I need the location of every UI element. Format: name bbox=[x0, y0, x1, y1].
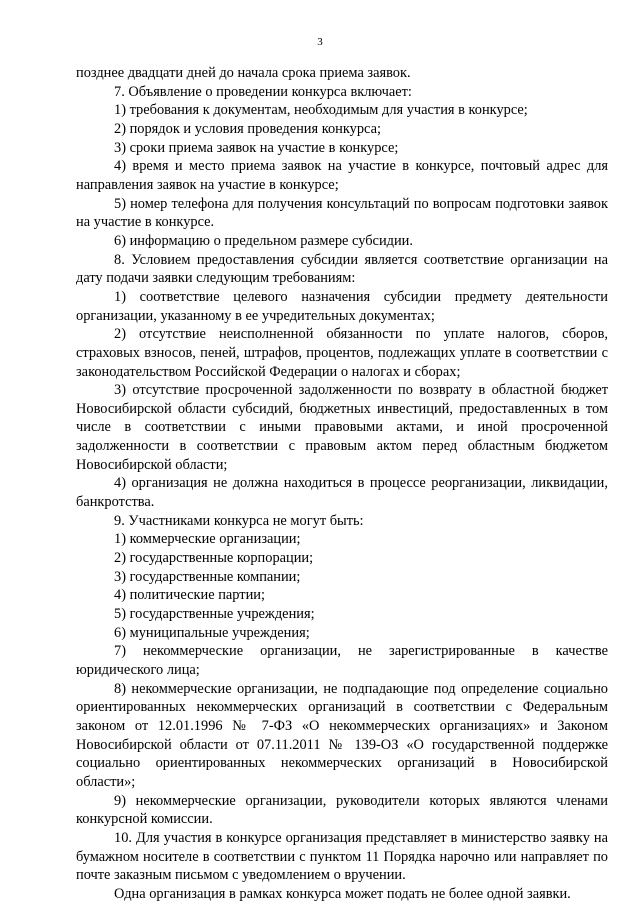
paragraph-item-7-2: 2) порядок и условия проведения конкурса; bbox=[114, 120, 381, 137]
page-number: 3 bbox=[317, 36, 323, 48]
paragraph-item-10: 10. Для участия в конкурсе организация представляет в министерство заявку на бумажном носителе в соответствии с пунктом 11 Порядка нарочно или направляет по почте заказным письмом с уведомлением о вручении. bbox=[76, 829, 608, 884]
paragraph-item-9-9: 9) некоммерческие организации, руководители которых являются членами конкурсной комиссии. bbox=[76, 792, 608, 828]
paragraph-item-9-4: 4) политические партии; bbox=[114, 587, 265, 604]
paragraph-item-9-5: 5) государственные учреждения; bbox=[114, 606, 315, 623]
paragraph-item-7: 7. Объявление о проведении конкурса включает: bbox=[114, 83, 412, 100]
paragraph-item-8-3: 3) отсутствие просроченной задолженности по возврату в областной бюджет Новосибирской области субсидий, бюджетных инвестиций, предоставленных в том числе в соответствии с иными правовыми актами, и иной просроченной задолженности в соответствии с правовым актом перед областным бюджетом Новосибирской области; bbox=[76, 382, 608, 473]
paragraph-item-9-2: 2) государственные корпорации; bbox=[114, 550, 314, 567]
paragraph-item-9-1: 1) коммерческие организации; bbox=[114, 531, 301, 548]
paragraph-item-9-3: 3) государственные компании; bbox=[114, 568, 301, 585]
paragraph-item-9-8: 8) некоммерческие организации, не подпадающие под определение социально ориентированных некоммерческих организаций в соответствии с Федеральным законом от 12.01.1996 № 7-ФЗ «О некоммерческих организациях» и Законом Новосибирской области от 07.11.2011 № 139-ОЗ «О государственной поддержке социально ориентированных некоммерческих организаций в Новосибирской области»; bbox=[76, 680, 608, 790]
paragraph-item-8-4: 4) организация не должна находиться в процессе реорганизации, ликвидации, банкротства. bbox=[76, 475, 608, 511]
paragraph-item-8: 8. Условием предоставления субсидии является соответствие организации на дату подачи заявки следующим требованиям: bbox=[76, 251, 608, 287]
paragraph-item-8-2: 2) отсутствие неисполненной обязанности по уплате налогов, сборов, страховых взносов, пеней, штрафов, процентов, подлежащих уплате в соответствии с законодательством Российской Федерации о налогах и сборах; bbox=[76, 326, 608, 380]
paragraph-item-7-6: 6) информацию о предельном размере субсидии. bbox=[114, 232, 413, 249]
paragraph-item-7-4: 4) время и место приема заявок на участие в конкурсе, почтовый адрес для направления заявок на участие в конкурсе; bbox=[76, 158, 608, 193]
paragraph-item-8-1: 1) соответствие целевого назначения субсидии предмету деятельности организации, указанному в ее учредительных документах; bbox=[76, 288, 608, 324]
paragraph-item-9-7: 7) некоммерческие организации, не зарегистрированные в качестве юридического лица; bbox=[76, 643, 608, 678]
paragraph-continuation: позднее двадцати дней до начала срока приема заявок. bbox=[76, 65, 411, 81]
document-body bbox=[76, 64, 608, 904]
paragraph-item-9: 9. Участниками конкурса не могут быть: bbox=[114, 512, 364, 529]
paragraph-item-7-5: 5) номер телефона для получения консультаций по вопросам подготовки заявок на участие в конкурсе. bbox=[76, 195, 608, 231]
paragraph-item-9-6: 6) муниципальные учреждения; bbox=[114, 624, 310, 641]
paragraph-item-7-1: 1) требования к документам, необходимым для участия в конкурсе; bbox=[114, 102, 528, 119]
paragraph-item-7-3: 3) сроки приема заявок на участие в конкурсе; bbox=[114, 139, 399, 156]
paragraph-item-10-note: Одна организация в рамках конкурса может подать не более одной заявки. bbox=[114, 885, 571, 902]
